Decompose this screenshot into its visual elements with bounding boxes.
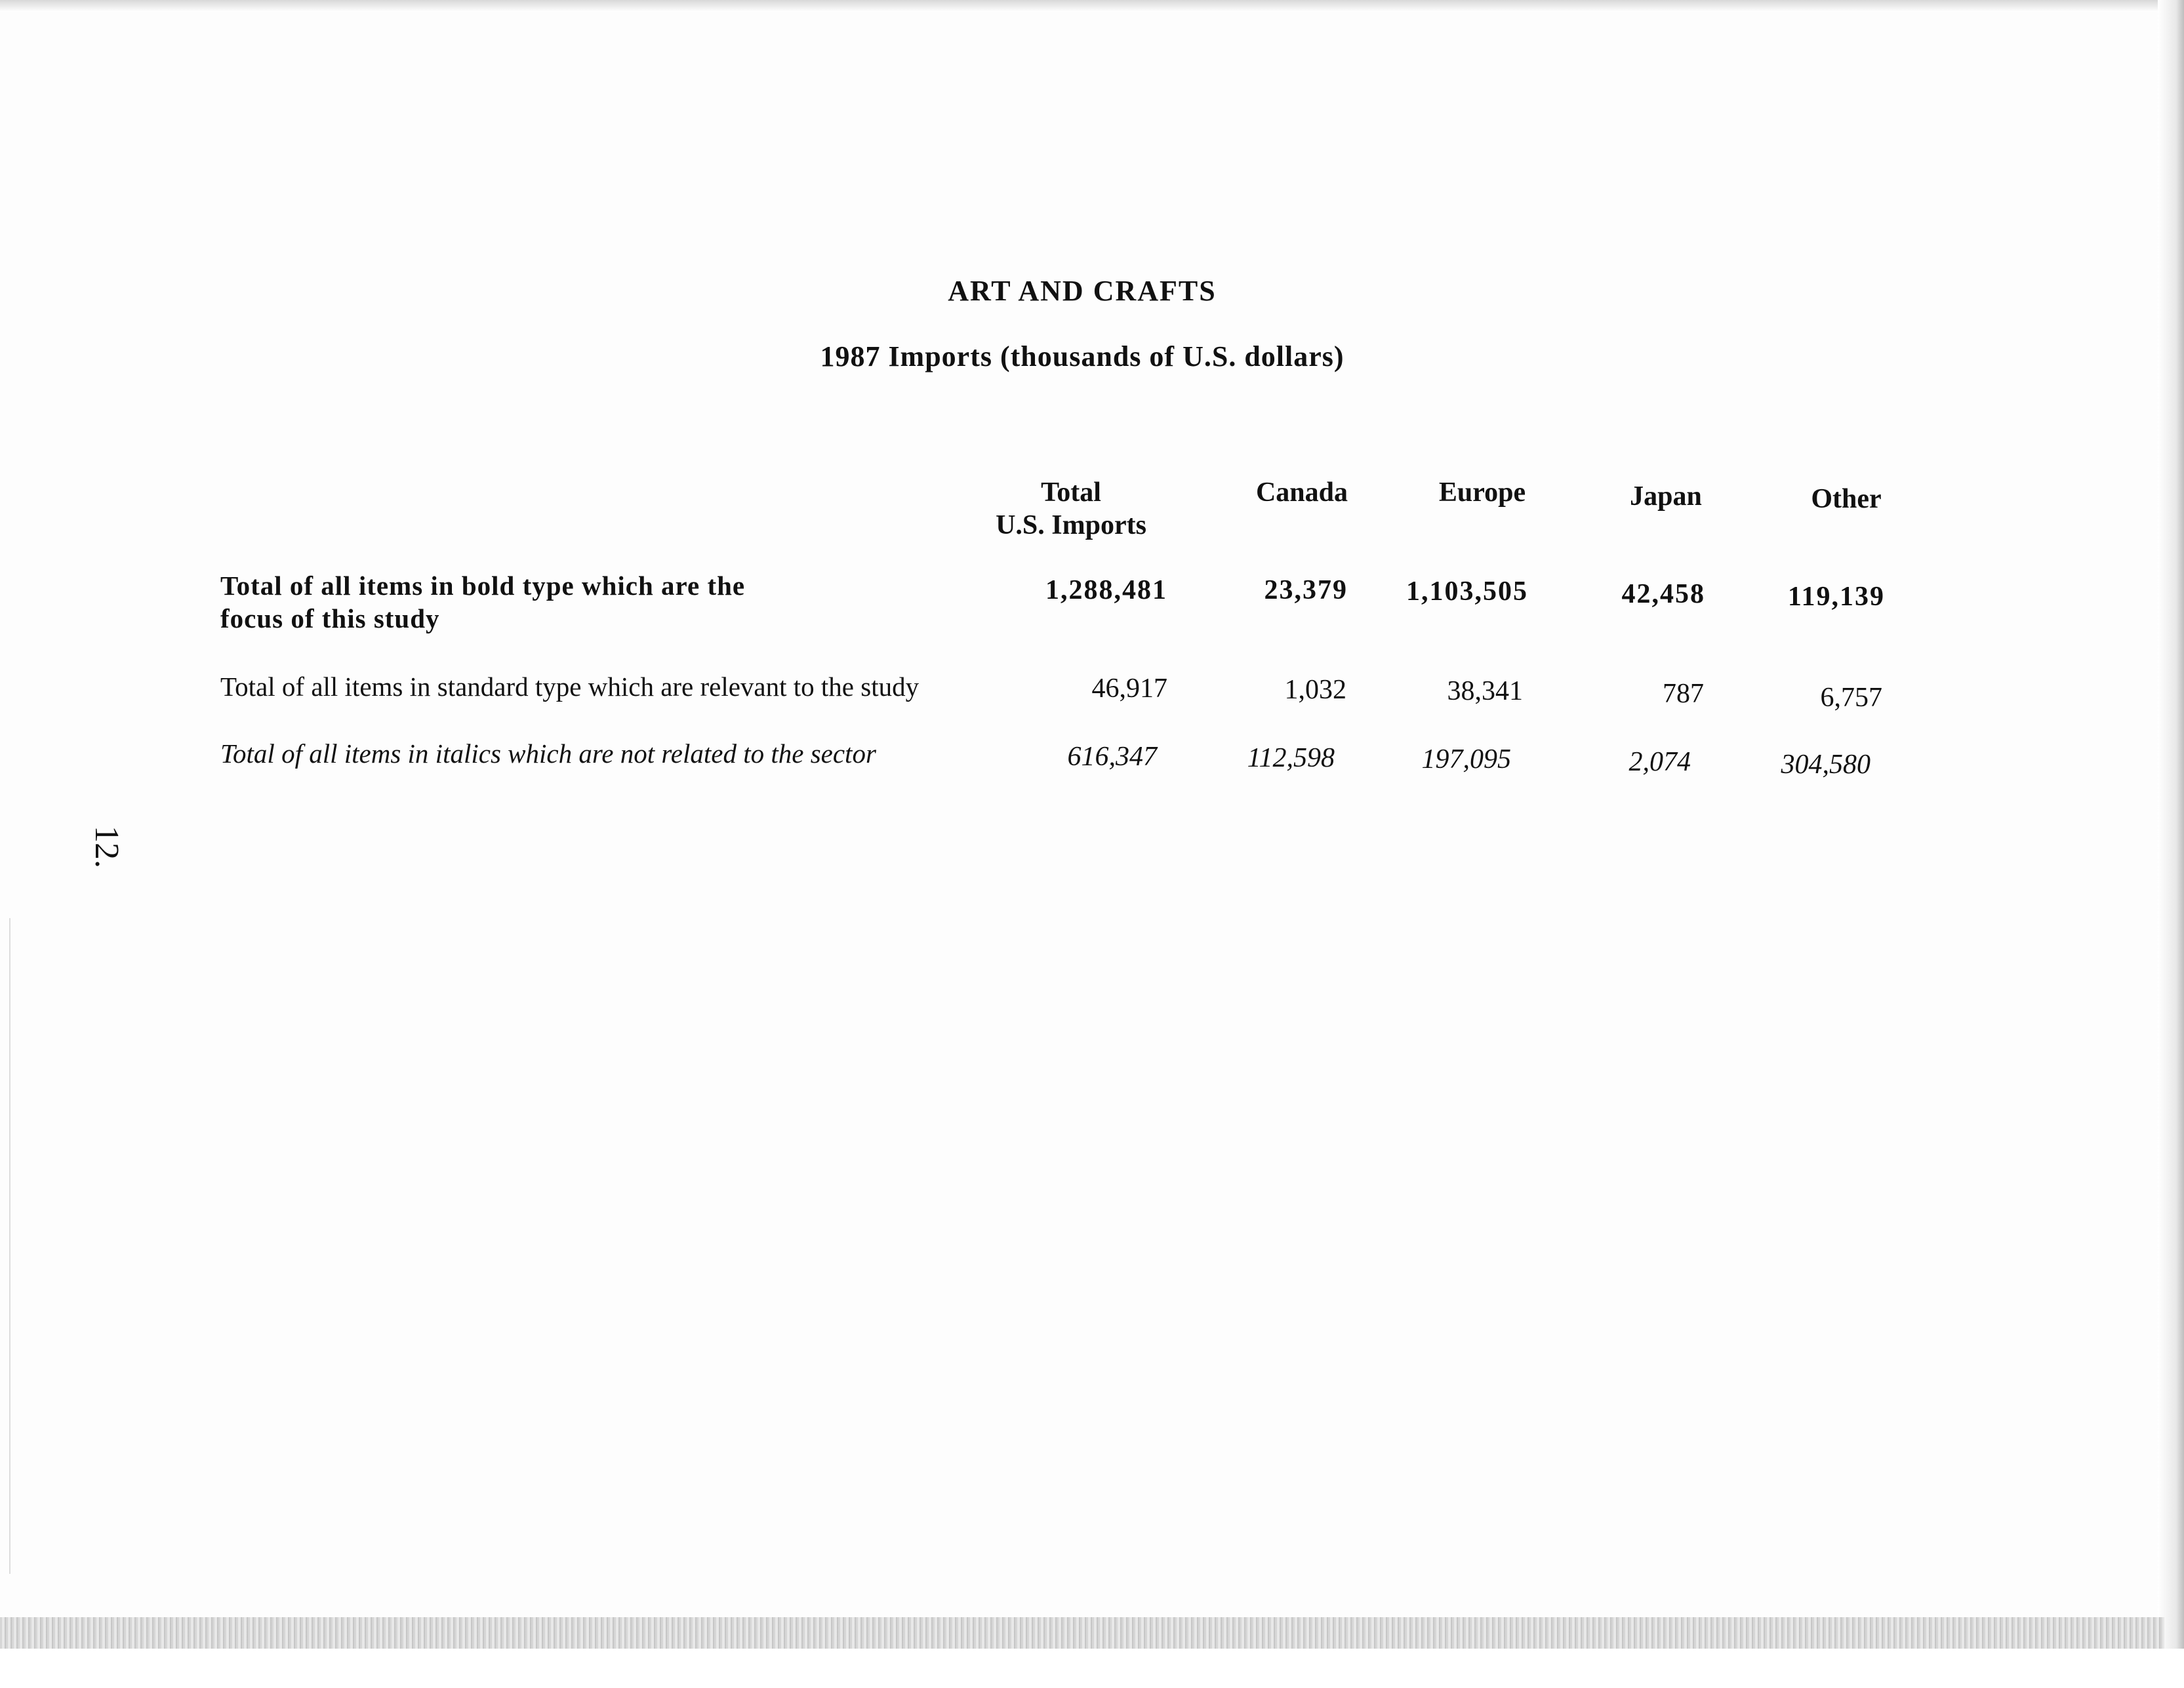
header-total-us-imports [963,476,1179,542]
cell-japan: 42,458 [1621,579,1705,609]
cell-other: 6,757 [1820,683,1882,713]
header-japan: Japan [1630,481,1702,512]
header-other: Other [1811,484,1882,514]
cell-europe: 197,095 [1421,744,1511,774]
header-canada: Canada [1255,477,1348,508]
scan-left-edge [9,918,10,1574]
cell-canada: 1,032 [1284,675,1346,705]
cell-japan: 2,074 [1628,747,1691,777]
header-total-line1: Total [1041,477,1101,508]
row-label-line2: focus of this study [220,603,440,633]
page-title: ART AND CRAFTS [948,275,1217,307]
scan-bottom-strip [0,1617,2164,1649]
page-number: 12. [88,826,125,868]
cell-total: 46,917 [1091,673,1167,704]
cell-canada: 112,598 [1247,743,1335,773]
row-label-italic-items: Total of all items in italics which are not related to the sector [220,738,876,769]
row-label-line1: Total of all items in bold type which are the [220,571,746,601]
cell-total: 616,347 [1067,742,1157,772]
cell-other: 119,139 [1787,582,1885,612]
row-label-standard-items: Total of all items in standard type which are relevant to the study [220,672,920,702]
row-label-bold-items [220,569,876,635]
header-europe: Europe [1438,477,1526,508]
cell-europe: 38,341 [1447,676,1523,706]
page-subtitle: 1987 Imports (thousands of U.S. dollars) [820,340,1345,372]
cell-canada: 23,379 [1264,575,1348,605]
scan-top-edge [0,0,2184,12]
scan-bottom-margin [0,1649,2184,1688]
cell-japan: 787 [1663,679,1704,709]
header-total-line2: U.S. Imports [996,510,1146,540]
cell-europe: 1,103,505 [1406,576,1528,607]
scan-right-edge [2158,0,2184,1688]
cell-other: 304,580 [1781,750,1871,780]
cell-total: 1,288,481 [1045,575,1167,605]
